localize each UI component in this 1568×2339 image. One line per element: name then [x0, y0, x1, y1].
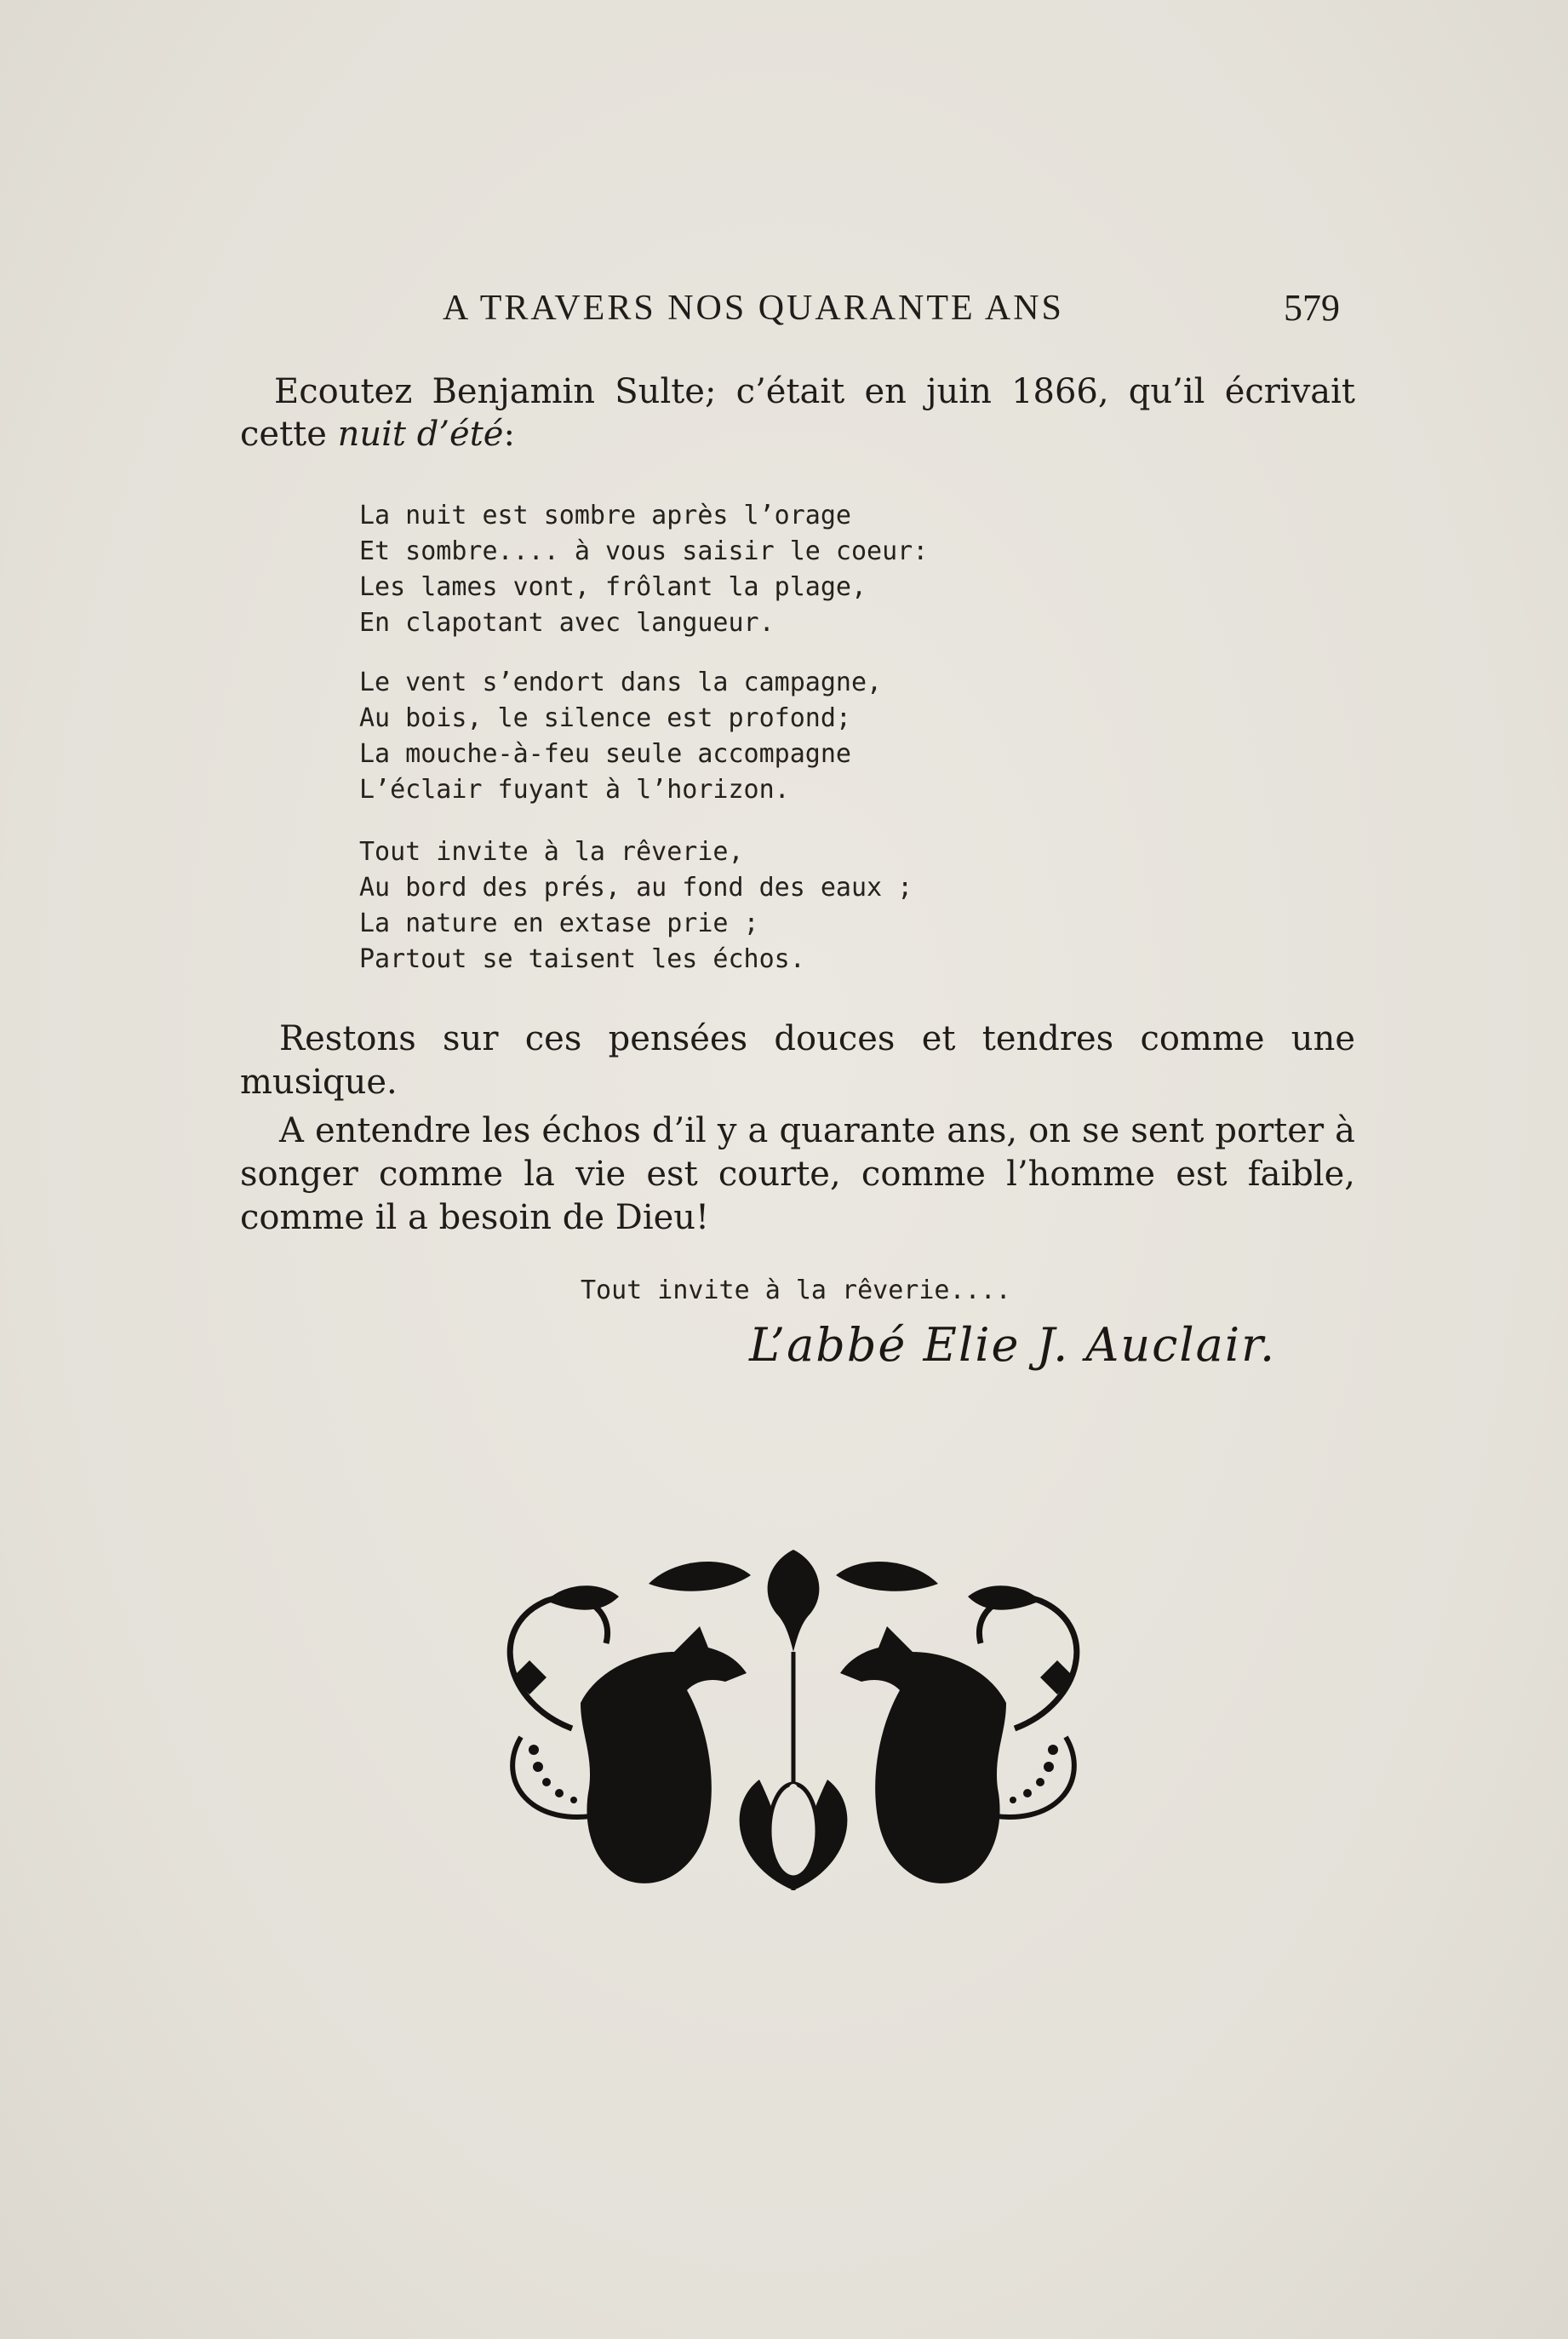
poem-line: Partout se taisent les échos. [359, 944, 805, 974]
poem-line: Les lames vont, frôlant la plage, [359, 572, 867, 602]
prose-text-2: A entendre les échos d’il y a quarante ans, on se sent porter à songer comme la vie est courte, comme l’homme est faible, comme il a besoin de Dieu! [240, 1111, 1355, 1237]
poem-line: Au bois, le silence est profond; [359, 703, 851, 733]
page-number: 579 [1284, 287, 1340, 329]
running-header-title: A TRAVERS NOS QUARANTE ANS [443, 289, 1064, 328]
intro-text-wrap [240, 370, 1355, 456]
closing-quote: Tout invite à la rêverie.... [581, 1276, 1011, 1305]
poem-line: La mouche-à-feu seule accompagne [359, 739, 851, 769]
intro-emphasis: nuit d’été [337, 415, 504, 454]
poem-line: Tout invite à la rêverie, [359, 837, 744, 867]
poem-line: La nuit est sombre après l’orage [359, 501, 851, 530]
author-signature: L’abbé Elie J. Auclair. [749, 1318, 1277, 1372]
poem-line: Et sombre.... à vous saisir le coeur: [359, 536, 929, 566]
prose-paragraph-1 [240, 1018, 1355, 1104]
poem-stanza-2 [359, 665, 882, 808]
poem-line: Au bord des prés, au fond des eaux ; [359, 873, 913, 903]
poem-line: L’éclair fuyant à l’horizon. [359, 775, 790, 805]
poem-line: La nature en extase prie ; [359, 909, 759, 938]
intro-text: Ecoutez Benjamin Sulte; c’était en juin 1866, qu’il écrivait cette [240, 372, 1355, 454]
intro-paragraph [240, 370, 1355, 456]
poem-stanza-3 [359, 834, 913, 977]
foxes-and-foliage-vignette-icon [453, 1533, 1134, 1924]
poem-line: En clapotant avec langueur. [359, 608, 775, 638]
intro-suffix: : [503, 415, 515, 454]
prose-text-1: Restons sur ces pensées douces et tendres comme une musique. [240, 1019, 1355, 1102]
prose-paragraph-2 [240, 1109, 1355, 1240]
poem-stanza-1 [359, 498, 928, 641]
poem-line: Le vent s’endort dans la campagne, [359, 668, 883, 697]
